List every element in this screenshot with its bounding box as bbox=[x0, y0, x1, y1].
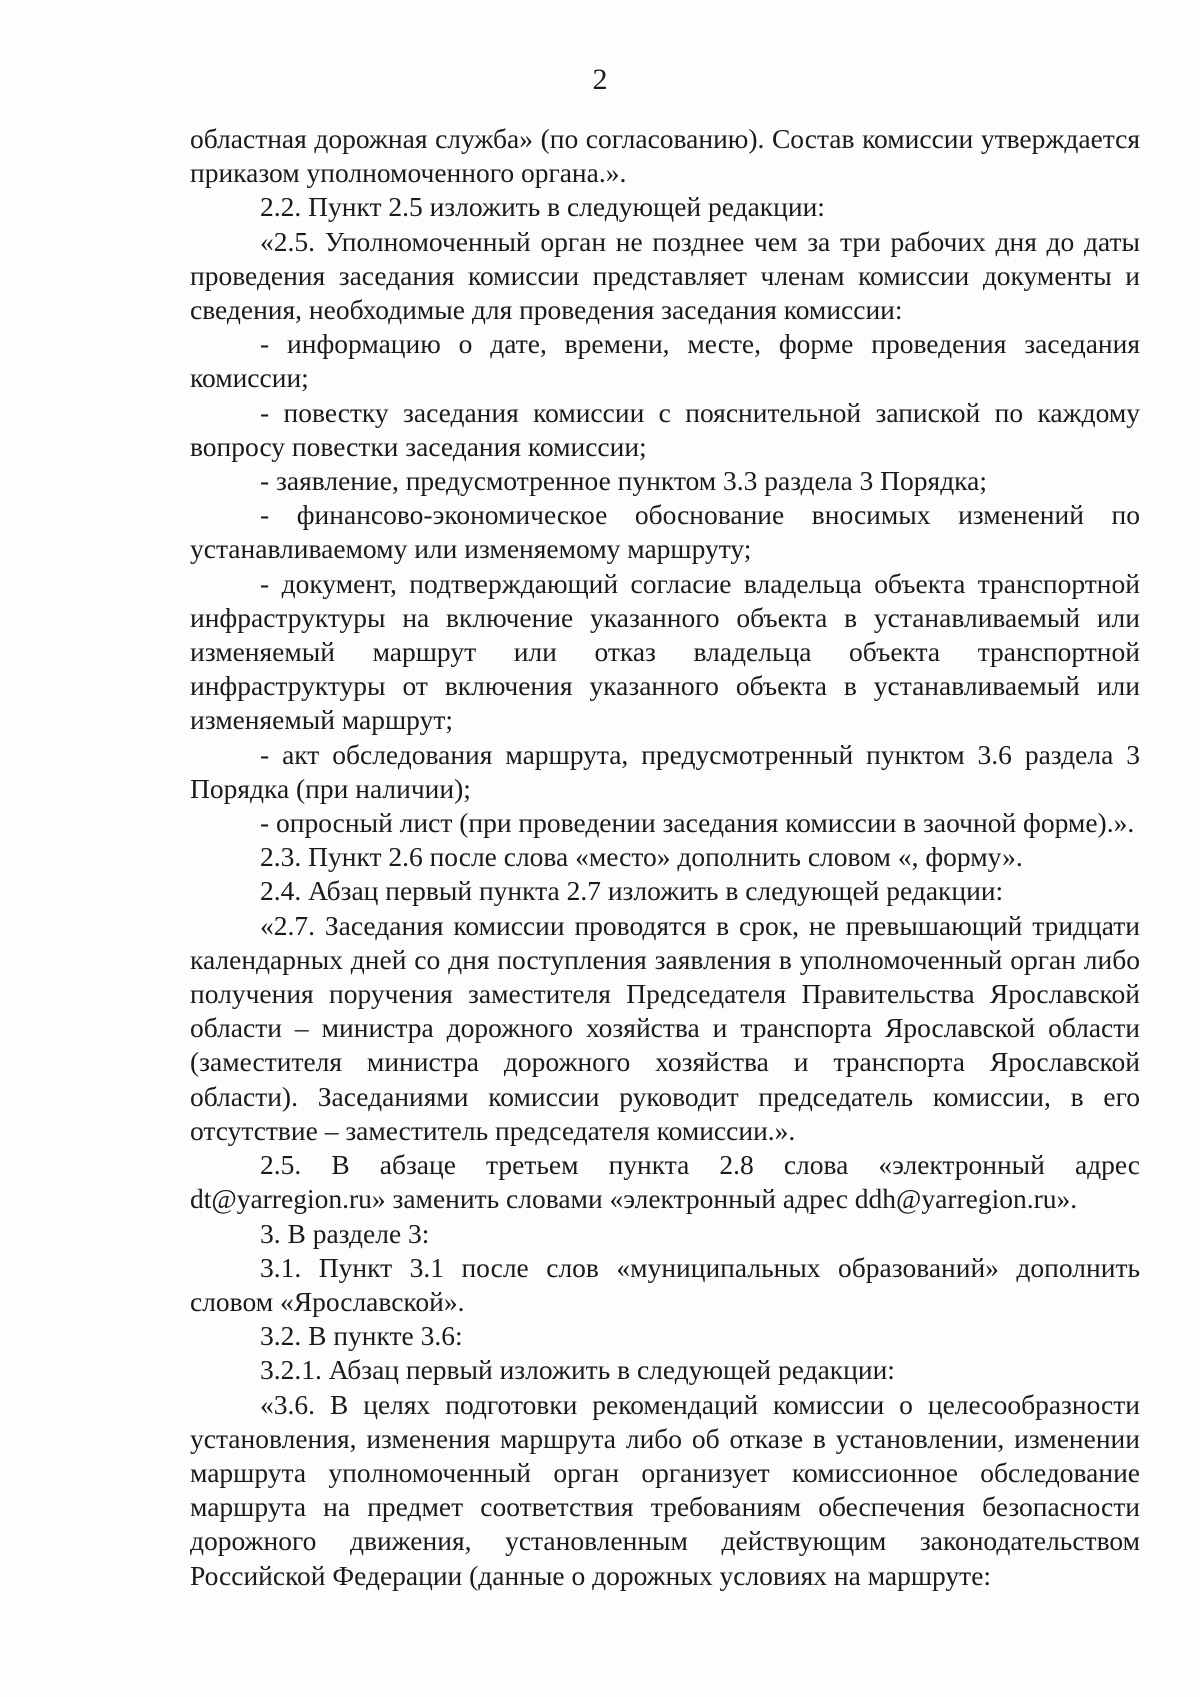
paragraph: - информацию о дате, времени, месте, форме проведения заседания комиссии; bbox=[190, 328, 1140, 394]
paragraph: «2.7. Заседания комиссии проводятся в срок, не превышающий тридцати календарных дней со дня поступления заявления в уполномоченный орган либо получения поручения заместителя Председателя Правительства Ярославской области – министра дорожного хозяйства и транспорта Ярославской области (заместителя министра дорожного хозяйства и транспорта Ярославской области). Заседаниями комиссии руководит председатель комиссии, в его отсутствие – заместитель председателя комиссии.». bbox=[190, 909, 1140, 1146]
paragraph: 2.3. Пункт 2.6 после слова «место» дополнить словом «, форму». bbox=[260, 841, 1023, 873]
paragraph: «3.6. В целях подготовки рекомендаций комиссии о целесообразности установления, изменения маршрута либо об отказе в установлении, изменении маршрута уполномоченный орган организует комиссионное обследование маршрута на предмет соответствия требованиям обеспечения безопасности дорожного движения, установленным действующим законодательством Российской Федерации (данные о дорожных условиях на маршруте: bbox=[190, 1388, 1140, 1591]
paragraph: 3. В разделе 3: bbox=[260, 1217, 430, 1249]
paragraph: 3.2.1. Абзац первый изложить в следующей редакции: bbox=[260, 1354, 895, 1386]
paragraph: - документ, подтверждающий согласие владельца объекта транспортной инфраструктуры на включение указанного объекта в устанавливаемый или изменяемый маршрут или отказ владельца объекта транспортной инфраструктуры от включения указанного объекта в устанавливаемый или изменяемый маршрут; bbox=[190, 567, 1140, 736]
paragraph: 3.2. В пункте 3.6: bbox=[260, 1320, 463, 1352]
paragraph: 2.5. В абзаце третьем пункта 2.8 слова «электронный адрес dt@yarregion.ru» заменить словами «электронный адрес ddh@yarregion.ru». bbox=[190, 1149, 1140, 1215]
paragraph: «2.5. Уполномоченный орган не позднее чем за три рабочих дня до даты проведения заседания комиссии представляет членам комиссии документы и сведения, необходимые для проведения заседания комиссии: bbox=[190, 225, 1140, 326]
paragraph: - повестку заседания комиссии с пояснительной запиской по каждому вопросу повестки заседания комиссии; bbox=[190, 396, 1140, 462]
paragraph: 3.1. Пункт 3.1 после слов «муниципальных образований» дополнить словом «Ярославской». bbox=[190, 1251, 1140, 1317]
paragraph: - опросный лист (при проведении заседания комиссии в заочной форме).». bbox=[260, 807, 1135, 839]
paragraph: - заявление, предусмотренное пунктом 3.3 раздела 3 Порядка; bbox=[260, 465, 987, 497]
paragraph: 2.4. Абзац первый пункта 2.7 изложить в следующей редакции: bbox=[260, 875, 1004, 907]
paragraph: 2.2. Пункт 2.5 изложить в следующей редакции: bbox=[260, 191, 825, 223]
paragraph: областная дорожная служба» (по согласованию). Состав комиссии утверждается приказом уполномоченного органа.». bbox=[190, 123, 1140, 189]
paragraph: - акт обследования маршрута, предусмотренный пунктом 3.6 раздела 3 Порядка (при наличии); bbox=[190, 738, 1140, 804]
page-number: 2 bbox=[592, 63, 608, 96]
paragraph: - финансово-экономическое обоснование вносимых изменений по устанавливаемому или изменяемому маршруту; bbox=[190, 499, 1140, 565]
document-body bbox=[190, 122, 1140, 1593]
